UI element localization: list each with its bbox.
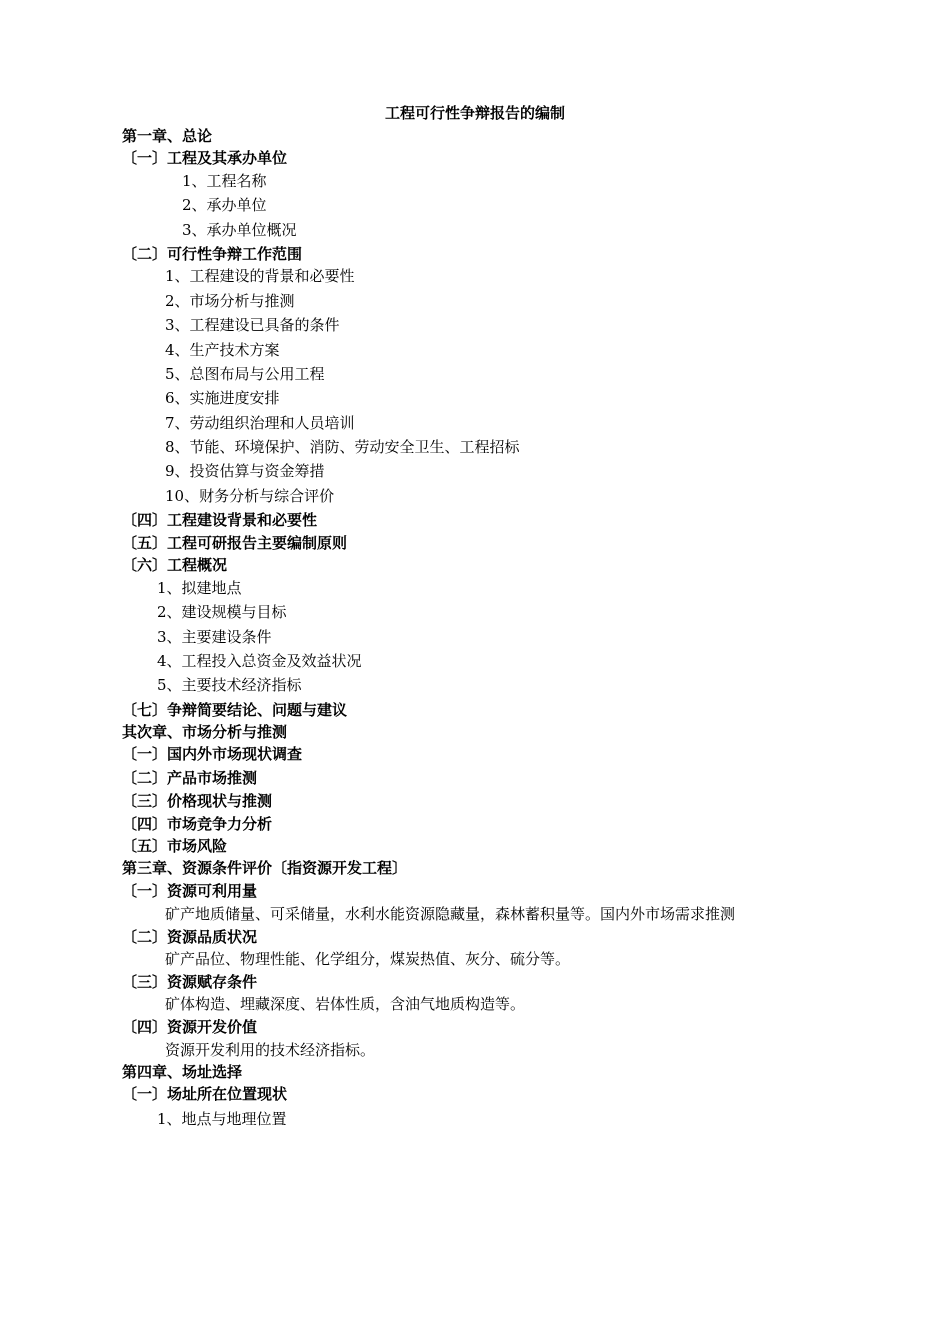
list-item: 4、生产技术方案 <box>165 341 280 359</box>
list-item: 2、建设规模与目标 <box>157 603 287 621</box>
list-item: 8、节能、环境保护、消防、劳动安全卫生、工程招标 <box>165 438 520 456</box>
section-heading: 〔二〕可行性争辩工作范围 <box>122 245 303 263</box>
list-item: 3、承办单位概况 <box>182 221 297 239</box>
section-heading: 第三章、资源条件评价〔指资源开发工程〕 <box>122 859 408 877</box>
list-item: 3、工程建设已具备的条件 <box>165 316 340 334</box>
section-heading: 〔四〕市场竞争力分析 <box>122 815 273 833</box>
section-heading: 〔六〕工程概况 <box>122 556 228 574</box>
list-item: 1、地点与地理位置 <box>157 1110 287 1128</box>
section-heading: 〔五〕工程可研报告主要编制原则 <box>122 534 348 552</box>
section-heading: 〔七〕争辩简要结论、问题与建议 <box>122 701 348 719</box>
list-item: 矿体构造、埋藏深度、岩体性质，含油气地质构造等。 <box>165 995 526 1013</box>
section-heading: 〔四〕资源开发价值 <box>122 1018 258 1036</box>
list-item: 2、市场分析与推测 <box>165 292 295 310</box>
list-item: 矿产地质储量、可采储量，水利水能资源隐藏量，森林蓄积量等。国内外市场需求推测 <box>165 905 736 923</box>
list-item: 1、拟建地点 <box>157 579 242 597</box>
list-item: 3、主要建设条件 <box>157 628 272 646</box>
list-item: 10、财务分析与综合评价 <box>165 487 335 505</box>
section-heading: 〔一〕场址所在位置现状 <box>122 1085 288 1103</box>
list-item: 9、投资估算与资金筹措 <box>165 462 325 480</box>
section-heading: 〔一〕工程及其承办单位 <box>122 149 288 167</box>
list-item: 5、总图布局与公用工程 <box>165 365 325 383</box>
list-item: 5、主要技术经济指标 <box>157 676 302 694</box>
list-item: 2、承办单位 <box>182 196 267 214</box>
section-heading: 〔二〕产品市场推测 <box>122 769 258 787</box>
section-heading: 第一章、总论 <box>122 127 213 145</box>
section-heading: 〔二〕资源品质状况 <box>122 928 258 946</box>
list-item: 资源开发利用的技术经济指标。 <box>165 1041 376 1059</box>
section-heading: 〔三〕资源赋存条件 <box>122 973 258 991</box>
list-item: 矿产品位、物理性能、化学组分，煤炭热值、灰分、硫分等。 <box>165 950 571 968</box>
section-heading: 〔四〕工程建设背景和必要性 <box>122 511 318 529</box>
section-heading: 第四章、场址选择 <box>122 1063 243 1081</box>
list-item: 1、工程建设的背景和必要性 <box>165 267 355 285</box>
document-title: 工程可行性争辩报告的编制 <box>384 104 565 122</box>
list-item: 6、实施进度安排 <box>165 389 280 407</box>
section-heading: 〔一〕资源可利用量 <box>122 882 258 900</box>
list-item: 4、工程投入总资金及效益状况 <box>157 652 362 670</box>
section-heading: 〔三〕价格现状与推测 <box>122 792 273 810</box>
section-heading: 其次章、市场分析与推测 <box>122 723 288 741</box>
section-heading: 〔一〕国内外市场现状调查 <box>122 745 303 763</box>
list-item: 1、工程名称 <box>182 172 267 190</box>
section-heading: 〔五〕市场风险 <box>122 837 228 855</box>
list-item: 7、劳动组织治理和人员培训 <box>165 414 355 432</box>
